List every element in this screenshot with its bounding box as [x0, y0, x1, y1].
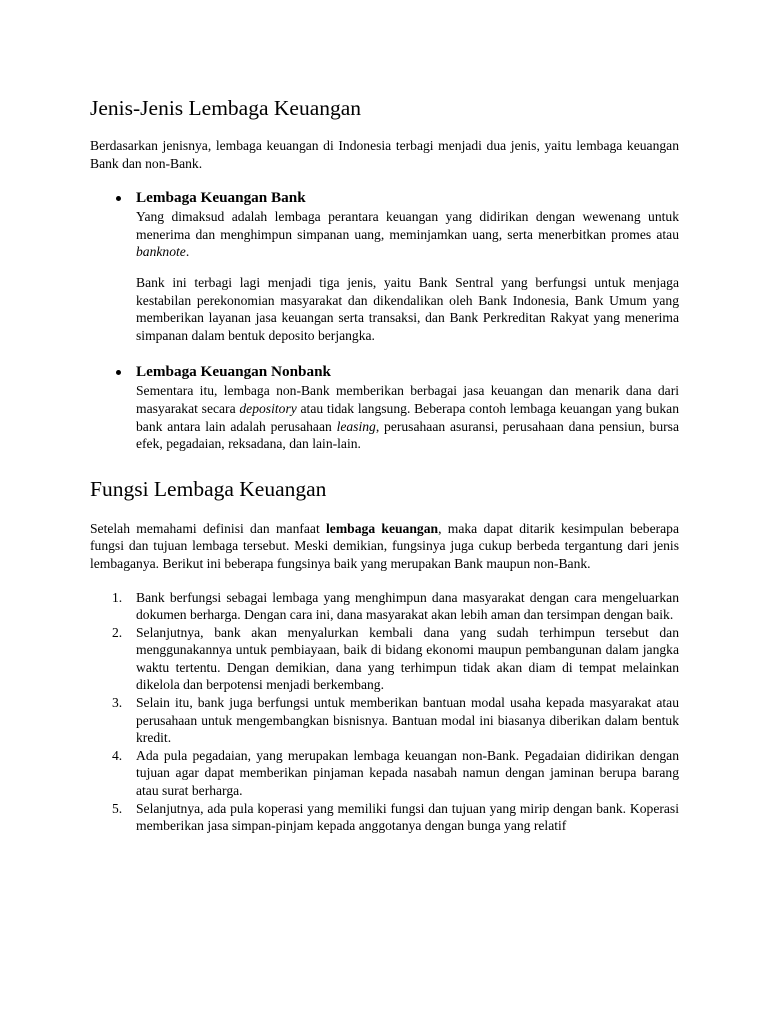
bank-p1-end: . [185, 244, 190, 260]
bullet-bank [90, 188, 679, 344]
intro-paragraph-fungsi [90, 520, 679, 573]
nonbank-text-2: atau tidak langsung. Beberapa contoh lembaga keuangan yang bukan bank antara lain adalah perusahaan [136, 400, 679, 434]
bullet-title-nonbank: Lembaga Keuangan Nonbank [136, 363, 331, 381]
list-item [90, 624, 679, 694]
list-item-number: 4. [112, 747, 123, 763]
bullet-item-bank [90, 188, 679, 344]
fungsi-intro-bold: lembaga keuangan [326, 520, 439, 536]
nonbank-text-3: , perusahaan asuransi, perusahaan dana pensiun, bursa efek, pegadaian, reksadana, dan lain-lain. [136, 418, 679, 452]
bank-p1-text: Yang dimaksud adalah lembaga perantara keuangan yang didirikan dengan wewenang untuk menerima dan menghimpun simpanan uang, meminjamkan uang, serta menerbitkan promes atau [136, 209, 679, 242]
list-item [90, 589, 679, 624]
list-item-number: 3. [112, 695, 123, 711]
list-item-number: 5. [112, 800, 123, 816]
fungsi-intro-text-1: Setelah memahami definisi dan manfaat [90, 520, 327, 536]
bank-types-paragraph: Bank ini terbagi lagi menjadi tiga jenis, yaitu Bank Sentral yang berfungsi untuk menjaga kestabilan perekonomian masyarakat dan dikendalikan oleh Bank Indonesia, Bank Umum yang memberikan layanan jasa keuangan serta transaksi, dan Bank Perkreditan Rakyat yang menerima simpanan dalam bentuk deposito berjangka. [136, 274, 679, 343]
nonbank-paragraph [136, 382, 679, 452]
list-item-text: Selain itu, bank juga berfungsi untuk memberikan bantuan modal usaha kepada masyarakat atau perusahaan untuk mengembangkan bisnisnya. Bantuan modal ini biasanya diberikan dalam bentuk kredit. [136, 695, 679, 746]
bank-p1-italic: banknote [136, 244, 186, 260]
intro-paragraph-jenis: Berdasarkan jenisnya, lembaga keuangan di Indonesia terbagi menjadi dua jenis, yaitu lembaga keuangan Bank dan non-Bank. [90, 138, 679, 171]
bullet-nonbank [90, 362, 679, 452]
fungsi-intro-text-2: , maka dapat ditarik kesimpulan beberapa fungsi dan tujuan lembaga tersebut. Meski demikian, fungsinya juga cukup berbeda tergantung dari jenis lembaganya. Berikut ini beberapa fungsinya baik yang merupakan Bank maupun non-Bank. [90, 520, 679, 571]
section-title-jenis: Jenis-Jenis Lembaga Keuangan [90, 96, 362, 120]
list-item-number: 1. [112, 589, 123, 605]
list-item [90, 800, 679, 835]
bullet-title-bank: Lembaga Keuangan Bank [136, 189, 306, 207]
list-item-text: Bank berfungsi sebagai lembaga yang menghimpun dana masyarakat dengan cara mengeluarkan dokumen berharga. Dengan cara ini, dana masyarakat akan lebih aman dan tersimpan dengan baik. [136, 589, 679, 623]
nonbank-italic-1: depository [239, 400, 297, 416]
list-item-text: Ada pula pegadaian, yang merupakan lembaga keuangan non-Bank. Pegadaian didirikan dengan tujuan agar dapat memberikan pinjaman kepada nasabah namun dengan jaminan berupa barang atau surat berharga. [136, 747, 679, 799]
bullet-dot-icon [116, 196, 121, 201]
list-item [90, 747, 679, 800]
bank-definition-paragraph [136, 208, 679, 261]
list-item-number: 2. [112, 624, 123, 640]
nonbank-text-1: Sementara itu, lembaga non-Bank memberikan berbagai jasa keuangan dan menarik dana dari masyarakat secara [136, 383, 679, 416]
bullet-item-nonbank [90, 362, 679, 452]
list-item-text: Selanjutnya, ada pula koperasi yang memiliki fungsi dan tujuan yang mirip dengan bank. Koperasi memberikan jasa simpan-pinjam kepada anggotanya dengan bunga yang relatif [136, 800, 679, 834]
section-title-fungsi: Fungsi Lembaga Keuangan [90, 476, 327, 501]
nonbank-italic-2: leasing [336, 418, 376, 434]
list-item-text: Selanjutnya, bank akan menyalurkan kembali dana yang sudah terhimpun tersebut dan menggunakannya untuk pembiayaan, baik di bidang ekonomi maupun pembangunan dalam jangka waktu tertentu. Dengan demikian, dana yang terhimpun tidak akan diam di tempat melainkan dikelola dan berpotensi menjadi berkembang. [136, 624, 679, 693]
fungsi-numbered-list [90, 589, 679, 835]
bullet-dot-icon [116, 370, 121, 375]
list-item [90, 694, 679, 747]
